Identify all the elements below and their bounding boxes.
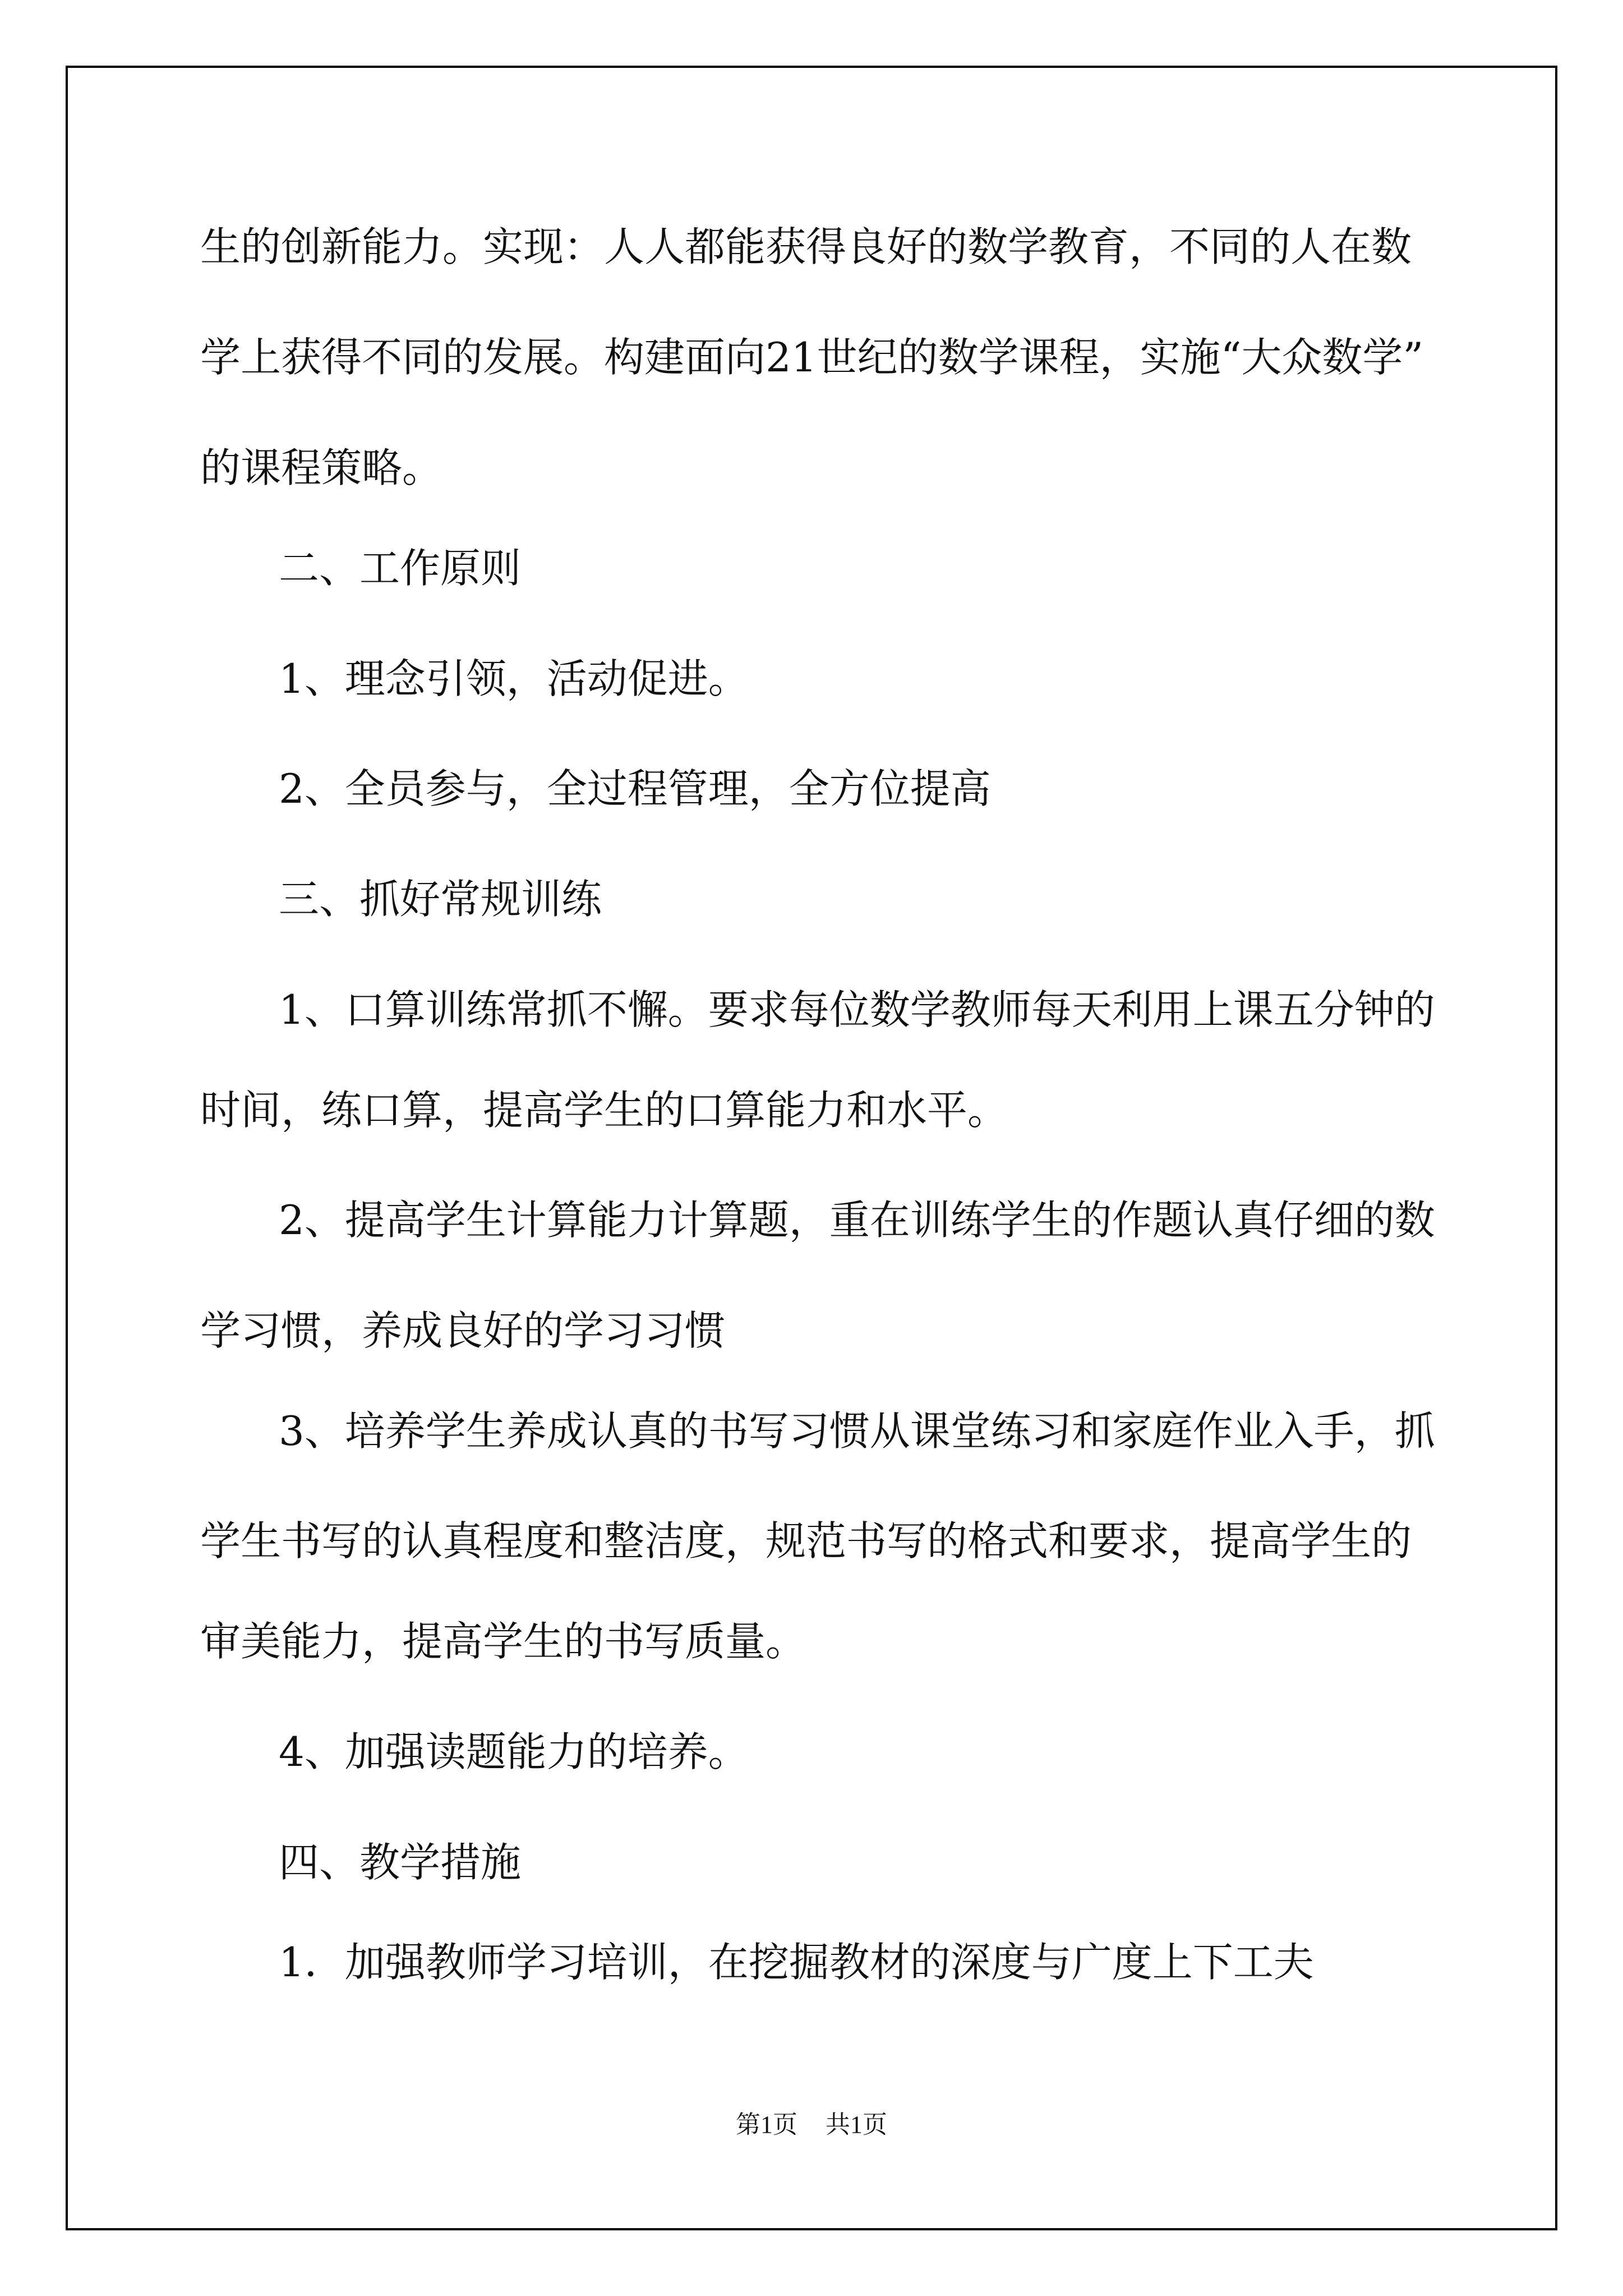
body-line-routine-1-cont: 时间，练口算，提高学生的口算能力和水平。 — [200, 1087, 1008, 1134]
body-line-3: 的课程策略。 — [200, 444, 443, 491]
page-number-total: 共1页 — [826, 2111, 887, 2138]
body-line-routine-2-cont: 学习惯，养成良好的学习习惯 — [200, 1307, 726, 1354]
body-line-measures-1: 1．加强教师学习培训，在挖掘教材的深度与广度上下工夫 — [279, 1939, 1314, 1986]
body-line-principle-1: 1、理念引领，活动促进。 — [279, 655, 749, 702]
body-line-routine-3: 3、培养学生养成认真的书写习惯从课堂练习和家庭作业入手，抓 — [279, 1407, 1435, 1455]
section-heading-measures: 四、教学措施 — [279, 1839, 522, 1886]
section-heading-principles: 二、工作原则 — [279, 545, 522, 592]
body-line-principle-2: 2、全员参与，全过程管理，全方位提高 — [279, 765, 991, 812]
page-number-current: 第1页 — [736, 2111, 797, 2138]
body-line-routine-1: 1、口算训练常抓不懈。要求每位数学教师每天利用上课五分钟的 — [279, 986, 1435, 1033]
body-line-routine-4: 4、加强读题能力的培养。 — [279, 1728, 749, 1775]
body-line-routine-3-cont-a: 学生书写的认真程度和整洁度，规范书写的格式和要求，提高学生的 — [200, 1517, 1412, 1565]
body-line-1: 生的创新能力。实现：人人都能获得良好的数学教育，不同的人在数 — [200, 223, 1412, 270]
body-line-routine-3-cont-b: 审美能力，提高学生的书写质量。 — [200, 1618, 806, 1665]
body-line-routine-2: 2、提高学生计算能力计算题，重在训练学生的作题认真仔细的数 — [279, 1197, 1435, 1244]
body-line-2: 学上获得不同的发展。构建面向21世纪的数学课程，实施“大众数学” — [200, 334, 1424, 381]
section-heading-routine: 三、抓好常规训练 — [279, 876, 602, 923]
page-border — [66, 66, 1557, 2230]
page-footer — [0, 2108, 1623, 2142]
